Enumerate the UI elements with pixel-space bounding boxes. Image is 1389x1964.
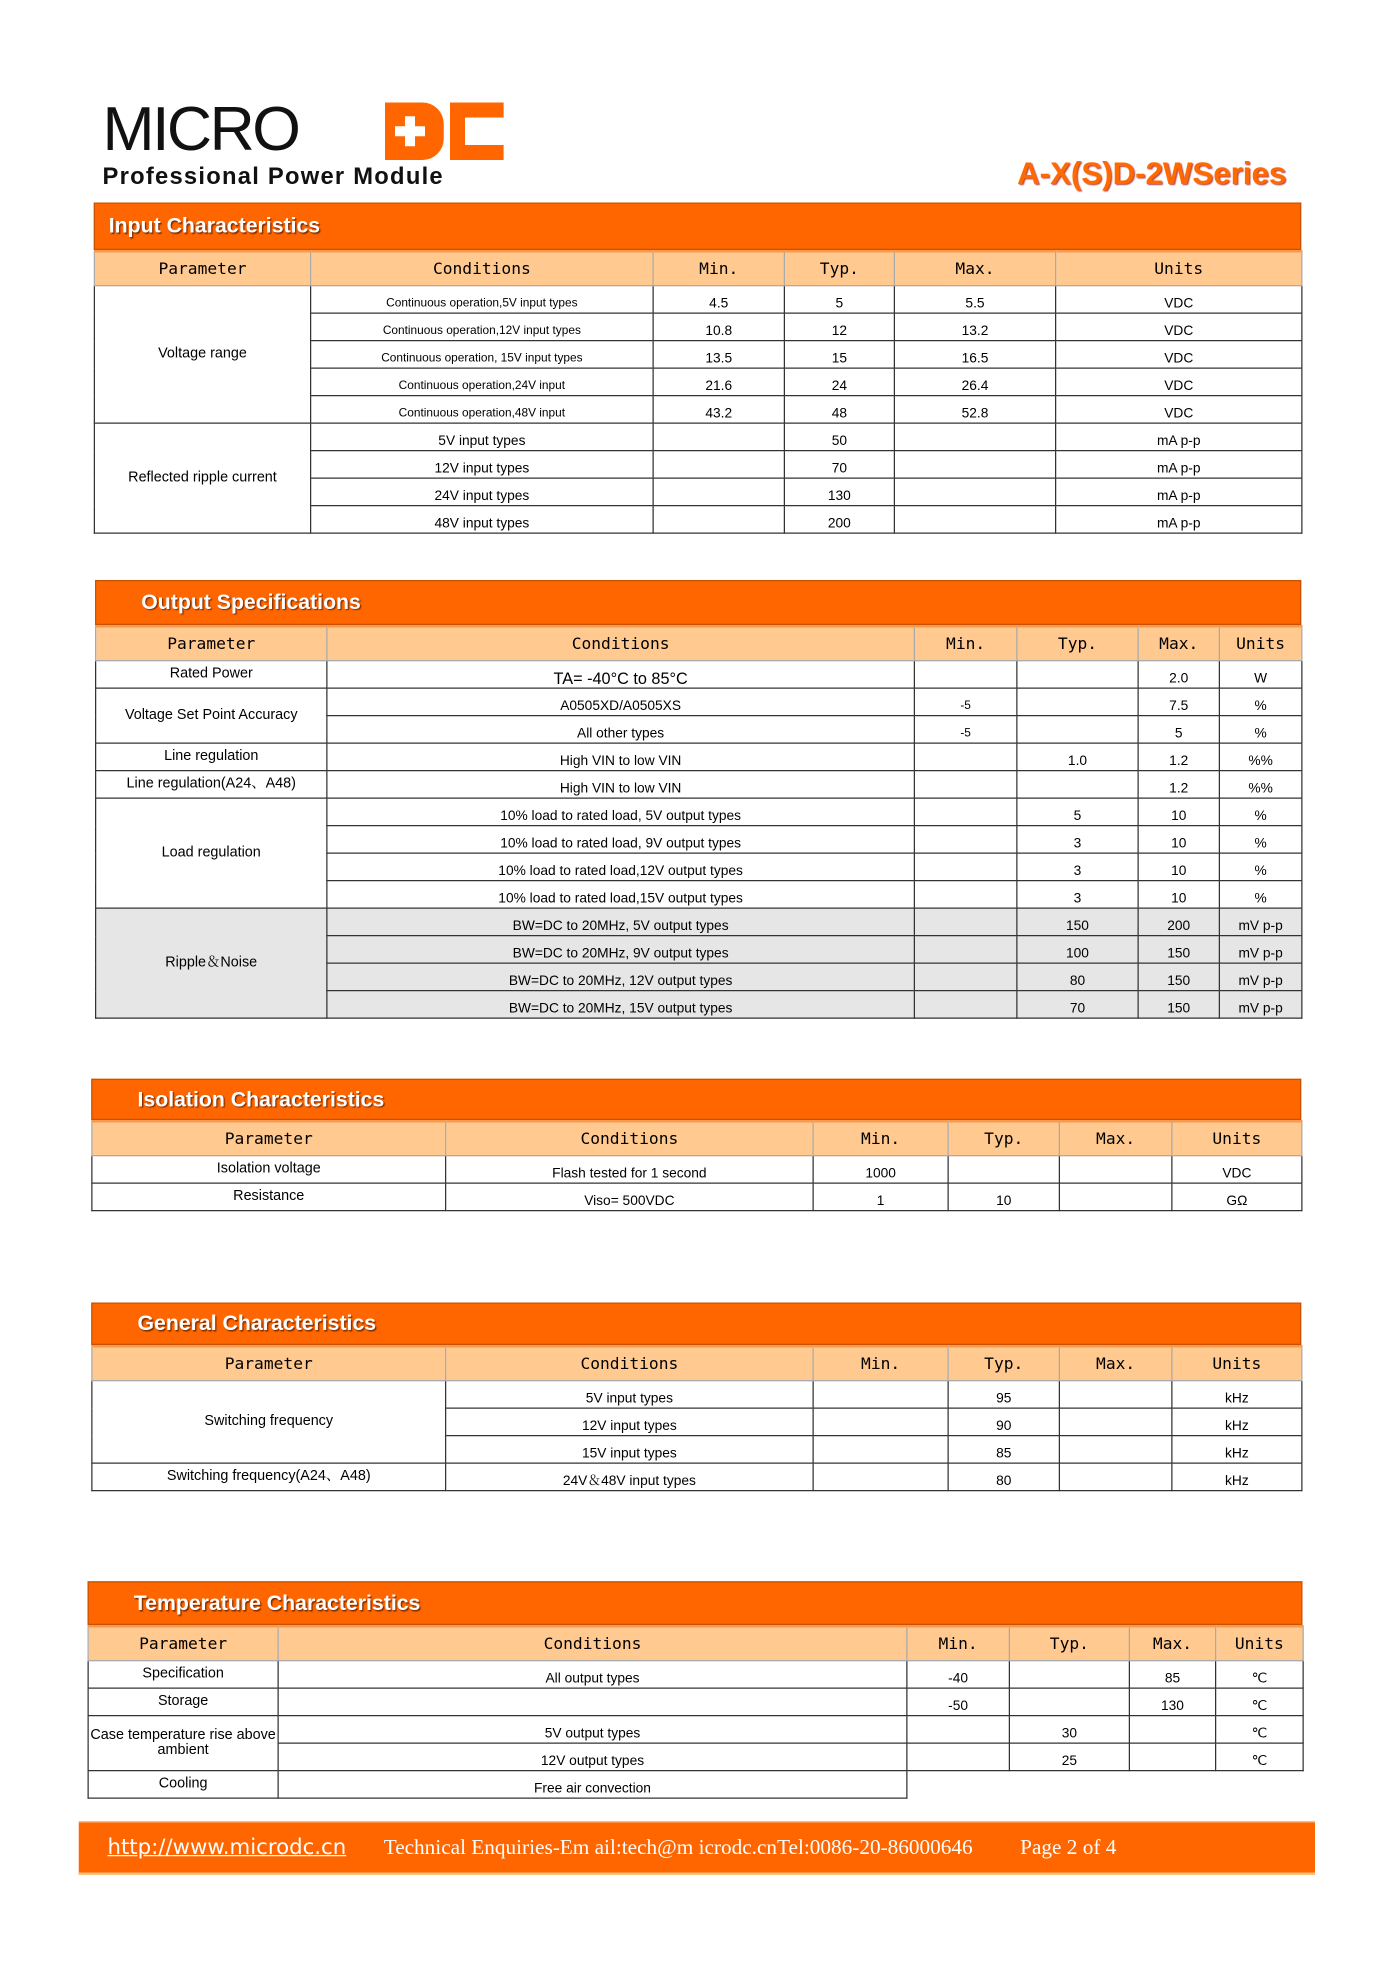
max-cell: 26.4 — [894, 368, 1055, 396]
column-header: Conditions — [278, 1626, 907, 1660]
min-cell — [914, 936, 1017, 964]
min-cell: -50 — [907, 1688, 1010, 1716]
column-header: Min. — [653, 251, 784, 285]
logo-tagline: Professional Power Module — [102, 163, 444, 190]
column-header: Max. — [1129, 1626, 1215, 1660]
max-cell: 52.8 — [894, 396, 1055, 424]
max-cell: 7.5 — [1138, 688, 1219, 716]
dc-logo-icon — [385, 103, 504, 161]
condition-cell: BW=DC to 20MHz, 9V output types — [327, 936, 915, 964]
max-cell — [894, 506, 1055, 534]
typ-cell: 1.0 — [1017, 743, 1138, 771]
column-header: Units — [1216, 1626, 1304, 1660]
condition-cell: Viso= 500VDC — [446, 1183, 814, 1211]
parameter-cell: Line regulation — [96, 743, 327, 771]
header-row — [92, 1346, 1302, 1380]
condition-cell: 10% load to rated load,15V output types — [327, 881, 915, 909]
microdc-logo — [102, 93, 516, 193]
units-cell: VDC — [1056, 341, 1302, 369]
units-cell: % — [1219, 688, 1302, 716]
column-header: Typ. — [948, 1346, 1059, 1380]
parameter-cell: Voltage Set Point Accuracy — [96, 688, 327, 743]
max-cell — [1059, 1436, 1172, 1464]
series-title: A-X(S)D-2WSeries — [1017, 156, 1287, 192]
units-cell: VDC — [1172, 1156, 1302, 1184]
column-header: Min. — [907, 1626, 1010, 1660]
units-cell: ℃ — [1216, 1743, 1304, 1771]
table-row — [92, 1381, 1302, 1409]
parameter-cell: Cooling — [88, 1771, 278, 1799]
min-cell: 1000 — [813, 1156, 948, 1184]
max-cell — [1059, 1463, 1172, 1491]
min-cell — [813, 1463, 948, 1491]
min-cell — [914, 908, 1017, 936]
section-input — [94, 203, 1302, 534]
typ-cell: 70 — [784, 451, 894, 479]
typ-cell: 3 — [1017, 881, 1138, 909]
condition-cell: Continuous operation,24V input — [311, 368, 654, 396]
max-cell: 2.0 — [1138, 661, 1219, 689]
condition-cell: 15V input types — [446, 1436, 814, 1464]
min-cell — [653, 451, 784, 479]
table-row — [96, 688, 1302, 716]
header-row — [92, 1121, 1302, 1155]
column-header: Conditions — [327, 626, 915, 660]
typ-cell — [1017, 716, 1138, 744]
column-header: Min. — [813, 1121, 948, 1155]
condition-cell: 24V input types — [311, 478, 654, 506]
column-header: Min. — [914, 626, 1017, 660]
max-cell: 10 — [1138, 853, 1219, 881]
table-row — [88, 1688, 1303, 1716]
parameter-cell: Switching frequency — [92, 1381, 446, 1464]
max-cell — [1059, 1156, 1172, 1184]
typ-cell: 5 — [1017, 798, 1138, 826]
typ-cell: 130 — [784, 478, 894, 506]
typ-cell: 80 — [1017, 963, 1138, 991]
min-cell — [914, 771, 1017, 799]
condition-cell: BW=DC to 20MHz, 15V output types — [327, 991, 915, 1019]
table-row — [88, 1716, 1303, 1744]
column-header: Conditions — [446, 1346, 814, 1380]
min-cell — [914, 991, 1017, 1019]
min-cell — [914, 826, 1017, 854]
table-row — [92, 1463, 1302, 1491]
header-row — [94, 251, 1302, 285]
units-cell: mA p-p — [1056, 478, 1302, 506]
max-cell — [1129, 1716, 1215, 1744]
max-cell: 1.2 — [1138, 743, 1219, 771]
typ-cell: 50 — [784, 423, 894, 451]
section-title: Isolation Characteristics — [91, 1079, 1301, 1120]
units-cell: ℃ — [1216, 1661, 1304, 1689]
typ-cell: 48 — [784, 396, 894, 424]
units-cell: W — [1219, 661, 1302, 689]
typ-cell: 5 — [784, 286, 894, 314]
condition-cell — [278, 1688, 907, 1716]
min-cell: 21.6 — [653, 368, 784, 396]
max-cell — [894, 451, 1055, 479]
general-table — [91, 1345, 1302, 1491]
max-cell: 1.2 — [1138, 771, 1219, 799]
min-cell — [914, 798, 1017, 826]
units-cell: VDC — [1056, 286, 1302, 314]
min-cell: 4.5 — [653, 286, 784, 314]
min-cell — [914, 661, 1017, 689]
units-cell: ℃ — [1216, 1716, 1304, 1744]
section-title: Input Characteristics — [94, 203, 1302, 251]
typ-cell — [1017, 771, 1138, 799]
max-cell: 5.5 — [894, 286, 1055, 314]
min-cell — [914, 743, 1017, 771]
column-header: Parameter — [94, 251, 310, 285]
condition-cell: 12V input types — [446, 1408, 814, 1436]
column-header: Min. — [813, 1346, 948, 1380]
units-cell: %% — [1219, 743, 1302, 771]
table-row — [88, 1661, 1303, 1689]
typ-cell — [1009, 1688, 1129, 1716]
typ-cell: 15 — [784, 341, 894, 369]
column-header: Conditions — [311, 251, 654, 285]
min-cell — [813, 1381, 948, 1409]
typ-cell: 150 — [1017, 908, 1138, 936]
min-cell — [813, 1408, 948, 1436]
footer-bar — [79, 1821, 1315, 1875]
units-cell: mA p-p — [1056, 506, 1302, 534]
column-header: Parameter — [92, 1121, 446, 1155]
typ-cell: 24 — [784, 368, 894, 396]
parameter-cell: Case temperature rise above ambient — [88, 1716, 278, 1771]
condition-cell: 5V input types — [446, 1381, 814, 1409]
parameter-cell: Line regulation(A24、A48) — [96, 771, 327, 799]
column-header: Typ. — [1017, 626, 1138, 660]
condition-cell: 10% load to rated load,12V output types — [327, 853, 915, 881]
units-cell: kHz — [1172, 1408, 1302, 1436]
typ-cell: 100 — [1017, 936, 1138, 964]
units-cell: mA p-p — [1056, 423, 1302, 451]
section-title: Temperature Characteristics — [88, 1581, 1303, 1625]
units-cell: % — [1219, 716, 1302, 744]
column-header: Typ. — [784, 251, 894, 285]
min-cell — [813, 1436, 948, 1464]
column-header: Max. — [894, 251, 1055, 285]
max-cell: 85 — [1129, 1661, 1215, 1689]
max-cell: 200 — [1138, 908, 1219, 936]
table-row — [92, 1156, 1302, 1184]
header-row — [88, 1626, 1303, 1660]
table-row — [92, 1183, 1302, 1211]
table-row — [96, 798, 1302, 826]
max-cell: 150 — [1138, 936, 1219, 964]
min-cell — [907, 1716, 1010, 1744]
typ-cell: 90 — [948, 1408, 1059, 1436]
units-cell: mV p-p — [1219, 991, 1302, 1019]
typ-cell — [948, 1156, 1059, 1184]
min-cell — [653, 423, 784, 451]
condition-cell: 10% load to rated load, 5V output types — [327, 798, 915, 826]
condition-cell: 5V input types — [311, 423, 654, 451]
units-cell: kHz — [1172, 1463, 1302, 1491]
column-header: Typ. — [1009, 1626, 1129, 1660]
parameter-cell: Load regulation — [96, 798, 327, 908]
column-header: Units — [1219, 626, 1302, 660]
table-row — [96, 661, 1302, 689]
isolation-table — [91, 1120, 1302, 1211]
typ-cell: 80 — [948, 1463, 1059, 1491]
units-cell: VDC — [1056, 396, 1302, 424]
max-cell — [894, 423, 1055, 451]
typ-cell: 200 — [784, 506, 894, 534]
max-cell: 13.2 — [894, 313, 1055, 341]
typ-cell: 25 — [1009, 1743, 1129, 1771]
typ-cell: 85 — [948, 1436, 1059, 1464]
max-cell: 130 — [1129, 1688, 1215, 1716]
column-header: Units — [1172, 1121, 1302, 1155]
parameter-cell: Switching frequency(A24、A48) — [92, 1463, 446, 1491]
section-general — [91, 1303, 1301, 1492]
max-cell: 10 — [1138, 881, 1219, 909]
page-number: Page 2 of 4 — [1020, 1835, 1117, 1859]
condition-cell: Continuous operation,12V input types — [311, 313, 654, 341]
condition-cell: 48V input types — [311, 506, 654, 534]
units-cell: % — [1219, 853, 1302, 881]
column-header: Parameter — [88, 1626, 278, 1660]
condition-cell: 10% load to rated load, 9V output types — [327, 826, 915, 854]
parameter-cell: Voltage range — [94, 286, 310, 424]
min-cell: 43.2 — [653, 396, 784, 424]
column-header: Max. — [1138, 626, 1219, 660]
max-cell: 150 — [1138, 963, 1219, 991]
units-cell: % — [1219, 798, 1302, 826]
units-cell: mV p-p — [1219, 908, 1302, 936]
units-cell: VDC — [1056, 313, 1302, 341]
parameter-cell: Specification — [88, 1661, 278, 1689]
condition-cell: High VIN to low VIN — [327, 743, 915, 771]
column-header: Max. — [1059, 1121, 1172, 1155]
min-cell: -40 — [907, 1661, 1010, 1689]
column-header: Parameter — [96, 626, 327, 660]
max-cell: 10 — [1138, 798, 1219, 826]
column-header: Conditions — [446, 1121, 814, 1155]
units-cell: GΩ — [1172, 1183, 1302, 1211]
condition-cell: Continuous operation,5V input types — [311, 286, 654, 314]
section-isolation — [91, 1079, 1301, 1212]
condition-cell: 5V output types — [278, 1716, 907, 1744]
column-header: Units — [1056, 251, 1302, 285]
table-row — [88, 1771, 1303, 1799]
units-cell: % — [1219, 826, 1302, 854]
condition-cell: All output types — [278, 1661, 907, 1689]
max-cell — [1059, 1381, 1172, 1409]
condition-cell: Flash tested for 1 second — [446, 1156, 814, 1184]
condition-cell: 24V＆48V input types — [446, 1463, 814, 1491]
table-row — [94, 423, 1302, 451]
table-row — [94, 286, 1302, 314]
max-cell — [1059, 1408, 1172, 1436]
table-row — [96, 771, 1302, 799]
condition-cell: 12V output types — [278, 1743, 907, 1771]
section-temperature — [88, 1581, 1303, 1799]
input-table — [94, 250, 1303, 534]
table-row — [96, 908, 1302, 936]
max-cell — [1059, 1183, 1172, 1211]
condition-cell: Continuous operation,48V input — [311, 396, 654, 424]
section-output — [95, 580, 1301, 1019]
typ-cell — [1017, 688, 1138, 716]
typ-cell: 10 — [948, 1183, 1059, 1211]
parameter-cell: Storage — [88, 1688, 278, 1716]
min-cell — [653, 506, 784, 534]
max-cell: 16.5 — [894, 341, 1055, 369]
units-cell: %% — [1219, 771, 1302, 799]
min-cell: -5 — [914, 716, 1017, 744]
typ-cell: 12 — [784, 313, 894, 341]
units-cell: kHz — [1172, 1381, 1302, 1409]
units-cell: mA p-p — [1056, 451, 1302, 479]
temperature-table — [88, 1625, 1304, 1799]
parameter-cell: Reflected ripple current — [94, 423, 310, 533]
header-row — [96, 626, 1302, 660]
min-cell: 13.5 — [653, 341, 784, 369]
max-cell: 5 — [1138, 716, 1219, 744]
condition-cell: High VIN to low VIN — [327, 771, 915, 799]
typ-cell — [1009, 1661, 1129, 1689]
min-cell — [914, 853, 1017, 881]
min-cell — [914, 963, 1017, 991]
typ-cell: 3 — [1017, 826, 1138, 854]
max-cell: 10 — [1138, 826, 1219, 854]
parameter-cell: Rated Power — [96, 661, 327, 689]
section-title: Output Specifications — [95, 580, 1301, 625]
max-cell — [1129, 1743, 1215, 1771]
condition-cell: Continuous operation, 15V input types — [311, 341, 654, 369]
min-cell: -5 — [914, 688, 1017, 716]
column-header: Typ. — [948, 1121, 1059, 1155]
min-cell: 10.8 — [653, 313, 784, 341]
parameter-cell: Resistance — [92, 1183, 446, 1211]
condition-cell: 12V input types — [311, 451, 654, 479]
contact-info: Technical Enquiries-Em ail:tech@m icrodc.cnTel:0086-20-86000646 — [383, 1835, 973, 1859]
column-header: Units — [1172, 1346, 1302, 1380]
typ-cell: 3 — [1017, 853, 1138, 881]
units-cell: mV p-p — [1219, 936, 1302, 964]
logo-wordmark: MICRO — [102, 93, 299, 164]
typ-cell: 95 — [948, 1381, 1059, 1409]
condition-cell: BW=DC to 20MHz, 12V output types — [327, 963, 915, 991]
units-cell: mV p-p — [1219, 963, 1302, 991]
max-cell — [894, 478, 1055, 506]
min-cell — [914, 881, 1017, 909]
column-header: Parameter — [92, 1346, 446, 1380]
min-cell — [907, 1743, 1010, 1771]
condition-cell: BW=DC to 20MHz, 5V output types — [327, 908, 915, 936]
typ-cell: 30 — [1009, 1716, 1129, 1744]
condition-cell: A0505XD/A0505XS — [327, 688, 915, 716]
parameter-cell: Ripple＆Noise — [96, 908, 327, 1018]
condition-cell: Free air convection — [278, 1771, 907, 1799]
column-header: Max. — [1059, 1346, 1172, 1380]
condition-cell: All other types — [327, 716, 915, 744]
output-table — [95, 625, 1303, 1019]
website-link[interactable]: http://www.microdc.cn — [107, 1835, 347, 1860]
min-cell — [653, 478, 784, 506]
units-cell: kHz — [1172, 1436, 1302, 1464]
units-cell: VDC — [1056, 368, 1302, 396]
condition-cell: TA= -40°C to 85°C — [327, 661, 915, 689]
units-cell: % — [1219, 881, 1302, 909]
typ-cell — [1017, 661, 1138, 689]
min-cell: 1 — [813, 1183, 948, 1211]
parameter-cell: Isolation voltage — [92, 1156, 446, 1184]
units-cell: ℃ — [1216, 1688, 1304, 1716]
section-title: General Characteristics — [91, 1303, 1301, 1346]
max-cell: 150 — [1138, 991, 1219, 1019]
table-row — [96, 743, 1302, 771]
typ-cell: 70 — [1017, 991, 1138, 1019]
